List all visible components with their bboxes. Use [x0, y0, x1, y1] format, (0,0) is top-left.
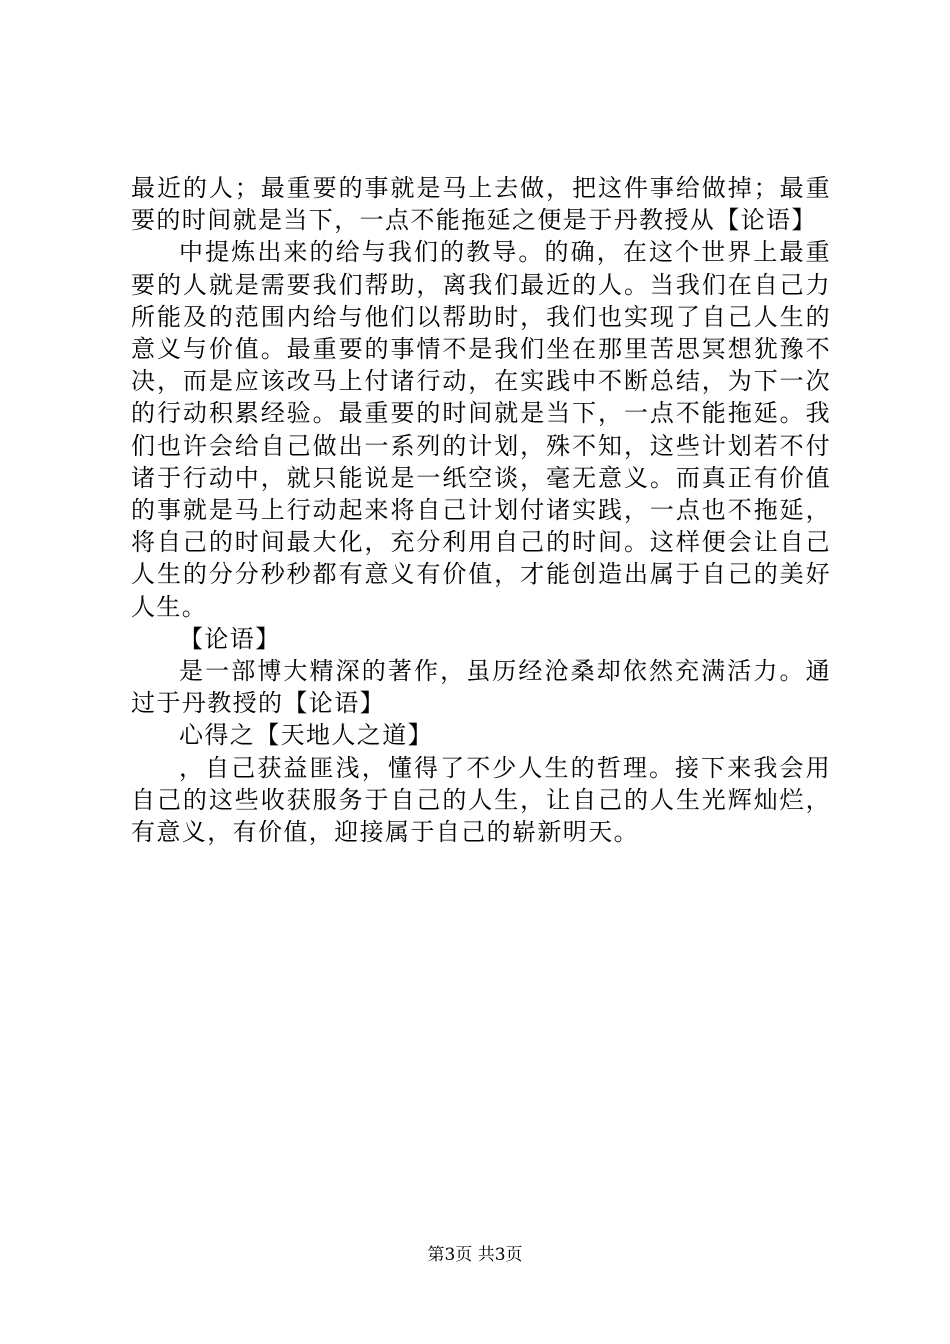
paragraph-5: 心得之【天地人之道】: [179, 721, 433, 750]
paragraph-6: ，自己获益匪浅，懂得了不少人生的哲理。接下来我会用自己的这些收获服务于自己的人生，让自己的人生光辉灿烂，有意义，有价值，迎接属于自己的崭新明天。: [131, 753, 831, 847]
paragraph-1: 最近的人；最重要的事就是马上去做，把这件事给做掉；最重要的时间就是当下，一点不能拖延之便是于丹教授从【论语】: [131, 174, 831, 235]
page-footer: 第3页 共3页: [427, 1245, 523, 1265]
paragraph-4: 是一部博大精深的著作，虽历经沧桑却依然充满活力。通过于丹教授的【论语】: [131, 657, 831, 718]
document-body: [131, 172, 831, 848]
paragraph-2: 中提炼出来的给与我们的教导。的确，在这个世界上最重要的人就是需要我们帮助，离我们最近的人。当我们在自己力所能及的范围内给与他们以帮助时，我们也实现了自己人生的意义与价值。最重要的事情不是我们坐在那里苦思冥想犹豫不决，而是应该改马上付诸行动，在实践中不断总结，为下一次的行动积累经验。最重要的时间就是当下，一点不能拖延。我们也许会给自己做出一系列的计划，殊不知，这些计划若不付诸于行动中，就只能说是一纸空谈，毫无意义。而真正有价值的事就是马上行动起来将自己计划付诸实践，一点也不拖延，将自己的时间最大化，充分利用自己的时间。这样便会让自己人生的分分秒秒都有意义有价值，才能创造出属于自己的美好人生。: [131, 238, 831, 621]
paragraph-3: 【论语】: [179, 624, 281, 653]
